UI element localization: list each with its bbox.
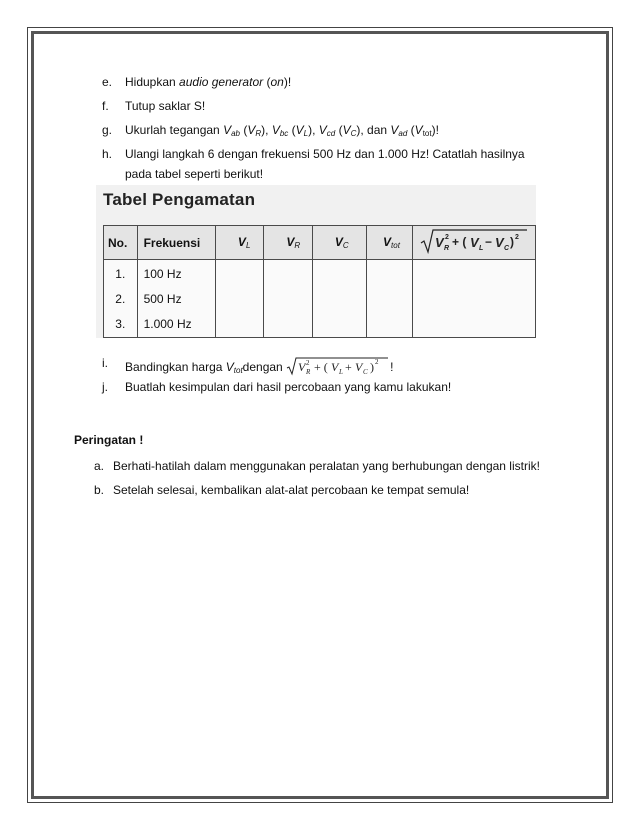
- step-text: Ukurlah tegangan $V_{ab}$ $(V_R)$, $V_{bc}$ $(V_L)$, $V_{cd}$ $(V_C)$, dan $V_{ad}$ $(V_{tot})$!: [125, 123, 439, 138]
- observation-table: [103, 225, 536, 338]
- step-text: Bandingkan harga $V_{tot}dengan$ V R 2 + ( V L + V C ) 2 !: [125, 358, 394, 376]
- col-vtot-empty: [367, 260, 413, 338]
- col-vr-empty: [264, 260, 312, 338]
- step-label: f.: [102, 99, 109, 113]
- svg-text:): ): [370, 360, 375, 374]
- header-vtot: $V_{tot}$: [367, 226, 413, 260]
- svg-text:−: −: [485, 235, 493, 249]
- svg-text:V: V: [435, 235, 444, 250]
- step-label: h.: [102, 147, 113, 161]
- step-text: pada tabel seperti berikut!: [125, 167, 264, 181]
- row-no: 2.: [115, 292, 126, 306]
- svg-text:V: V: [470, 235, 479, 250]
- step-text: Buatlah kesimpulan dari hasil percobaan yang kamu lakukan!: [125, 380, 452, 394]
- sqrt-formula-inline-icon: [286, 356, 390, 376]
- warning-title: Peringatan !: [74, 433, 144, 447]
- svg-text:+ (: + (: [452, 235, 467, 249]
- header-vl: $V_L$: [215, 226, 263, 260]
- svg-text:+: +: [345, 360, 352, 374]
- header-vc: $V_C$: [312, 226, 366, 260]
- table-row: [104, 260, 536, 338]
- step-label: g.: [102, 123, 113, 137]
- svg-text:V: V: [298, 360, 306, 374]
- svg-text:L: L: [339, 368, 343, 376]
- col-frekuensi: [137, 260, 215, 338]
- row-freq: 500 Hz: [143, 292, 182, 306]
- row-no: 1.: [115, 267, 126, 281]
- warning-label: a.: [94, 459, 105, 473]
- row-no: 3.: [115, 317, 126, 331]
- col-no: [104, 260, 138, 338]
- header-sqrt-formula: [413, 226, 536, 260]
- svg-text:C: C: [363, 368, 368, 376]
- svg-text:V: V: [495, 235, 504, 250]
- step-label: e.: [102, 75, 113, 89]
- svg-text:R: R: [306, 368, 311, 376]
- row-freq: 1.000 Hz: [143, 317, 192, 331]
- svg-text:2: 2: [306, 359, 310, 367]
- header-frekuensi: Frekuensi: [137, 226, 215, 260]
- step-label: j.: [102, 380, 108, 394]
- svg-text:2: 2: [445, 234, 450, 241]
- svg-text:2: 2: [515, 234, 520, 241]
- svg-text:L: L: [479, 245, 484, 252]
- svg-text:): ): [510, 235, 515, 249]
- svg-text:V: V: [355, 360, 363, 374]
- warning-text: Setelah selesai, kembalikan alat-alat percobaan ke tempat semula!: [113, 483, 470, 497]
- col-formula-empty: [413, 260, 536, 338]
- table-title: Tabel Pengamatan: [103, 190, 256, 209]
- step-text: Tutup saklar S!: [125, 99, 206, 113]
- observation-table-figure: [96, 185, 536, 338]
- warning-text: Berhati-hatilah dalam menggunakan peralatan yang berhubungan dengan listrik!: [113, 459, 540, 473]
- col-vc-empty: [312, 260, 366, 338]
- svg-text:+ (: + (: [314, 360, 328, 374]
- step-text: Ulangi langkah 6 dengan frekuensi 500 Hz dan 1.000 Hz! Catatlah hasilnya: [125, 147, 525, 161]
- warning-label: b.: [94, 483, 105, 497]
- svg-text:R: R: [444, 245, 450, 252]
- row-freq: 100 Hz: [143, 267, 182, 281]
- table-header-row: [104, 226, 536, 260]
- header-no: No.: [104, 226, 138, 260]
- step-text: Hidupkan audio generator (on)!: [125, 75, 292, 89]
- svg-text:2: 2: [375, 358, 379, 366]
- svg-text:C: C: [504, 245, 510, 252]
- sqrt-formula-icon: [419, 227, 529, 255]
- svg-text:V: V: [331, 360, 339, 374]
- step-label: i.: [102, 356, 108, 370]
- col-vl-empty: [215, 260, 263, 338]
- header-vr: $V_R$: [264, 226, 312, 260]
